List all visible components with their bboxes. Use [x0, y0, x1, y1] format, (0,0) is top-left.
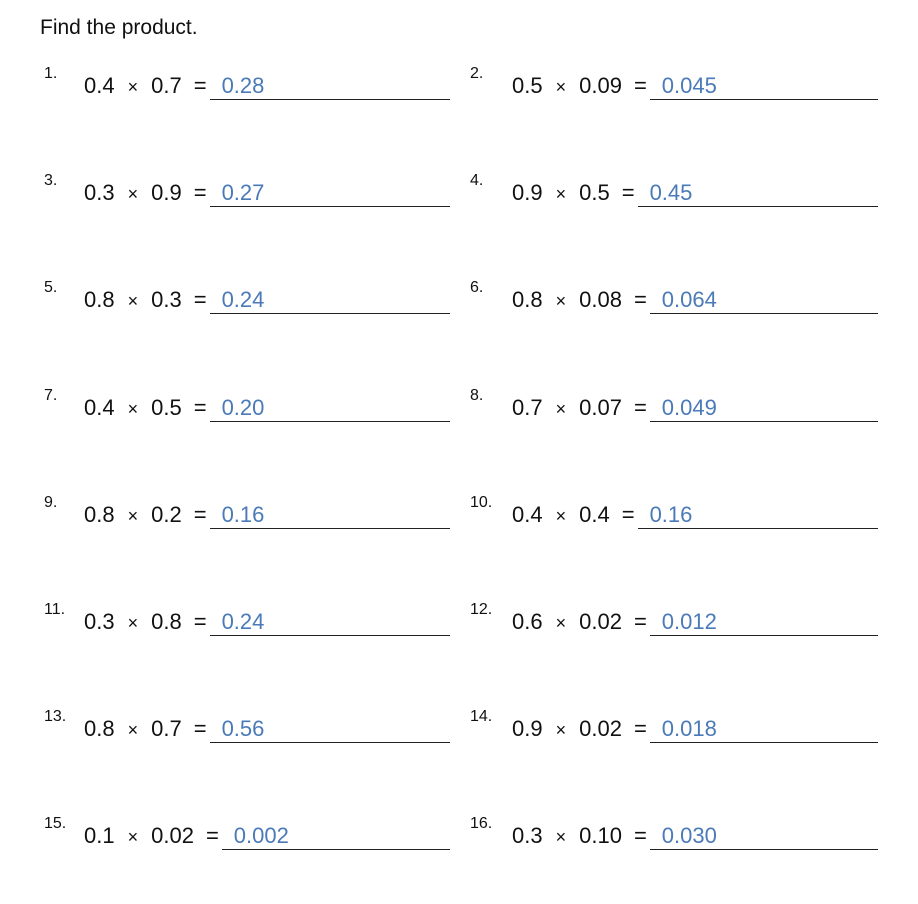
problem-expression: [84, 394, 264, 423]
factor-b: 0.02: [151, 823, 194, 848]
factor-a: 0.8: [84, 716, 115, 741]
factor-a: 0.4: [512, 502, 543, 527]
answer-underline: [210, 528, 450, 529]
factor-a: 0.3: [84, 180, 115, 205]
factor-a: 0.8: [84, 502, 115, 527]
equals-sign: =: [633, 716, 647, 741]
problem-number: 16.: [470, 815, 493, 832]
problem-7: [44, 386, 464, 426]
problem-8: [470, 386, 890, 426]
problem-15: [44, 814, 464, 854]
equals-sign: =: [193, 73, 207, 98]
multiply-sign: ×: [555, 827, 567, 847]
answer-field[interactable]: 0.56: [221, 716, 265, 741]
answer-underline: [650, 849, 878, 850]
equals-sign: =: [193, 287, 207, 312]
problem-3: [44, 171, 464, 211]
multiply-sign: ×: [127, 184, 139, 204]
equals-sign: =: [621, 502, 635, 527]
equals-sign: =: [621, 180, 635, 205]
factor-a: 0.9: [512, 180, 543, 205]
problem-number: 13.: [44, 708, 67, 725]
problem-expression: [512, 822, 717, 851]
factor-b: 0.7: [151, 73, 182, 98]
problem-number: 3.: [44, 172, 58, 189]
problem-expression: [84, 72, 264, 101]
problem-expression: [512, 501, 692, 530]
factor-b: 0.10: [579, 823, 622, 848]
factor-b: 0.02: [579, 609, 622, 634]
answer-underline: [650, 421, 878, 422]
equals-sign: =: [193, 716, 207, 741]
problem-5: [44, 278, 464, 318]
multiply-sign: ×: [127, 399, 139, 419]
multiply-sign: ×: [555, 613, 567, 633]
factor-a: 0.6: [512, 609, 543, 634]
problem-10: [470, 493, 890, 533]
equals-sign: =: [633, 395, 647, 420]
multiply-sign: ×: [127, 827, 139, 847]
factor-b: 0.2: [151, 502, 182, 527]
factor-a: 0.3: [84, 609, 115, 634]
equals-sign: =: [193, 502, 207, 527]
answer-field[interactable]: 0.049: [661, 395, 717, 420]
multiply-sign: ×: [127, 720, 139, 740]
multiply-sign: ×: [555, 720, 567, 740]
answer-underline: [210, 635, 450, 636]
answer-field[interactable]: 0.24: [221, 287, 265, 312]
problem-number: 9.: [44, 494, 58, 511]
problem-expression: [84, 501, 264, 530]
answer-field[interactable]: 0.20: [221, 395, 265, 420]
problem-expression: [84, 179, 264, 208]
problem-number: 15.: [44, 815, 67, 832]
answer-field[interactable]: 0.045: [661, 73, 717, 98]
factor-b: 0.9: [151, 180, 182, 205]
factor-b: 0.8: [151, 609, 182, 634]
problem-number: 7.: [44, 387, 58, 404]
equals-sign: =: [205, 823, 219, 848]
factor-a: 0.7: [512, 395, 543, 420]
problem-11: [44, 600, 464, 640]
problem-14: [470, 707, 890, 747]
problem-expression: [84, 286, 264, 315]
equals-sign: =: [633, 287, 647, 312]
problem-number: 10.: [470, 494, 493, 511]
problem-6: [470, 278, 890, 318]
problem-13: [44, 707, 464, 747]
problem-9: [44, 493, 464, 533]
worksheet-title: Find the product.: [40, 16, 198, 39]
problem-number: 14.: [470, 708, 493, 725]
factor-a: 0.1: [84, 823, 115, 848]
problem-expression: [84, 608, 264, 637]
factor-a: 0.3: [512, 823, 543, 848]
problem-number: 12.: [470, 601, 493, 618]
answer-field[interactable]: 0.16: [649, 502, 693, 527]
equals-sign: =: [193, 395, 207, 420]
equals-sign: =: [193, 609, 207, 634]
answer-underline: [210, 99, 450, 100]
factor-b: 0.7: [151, 716, 182, 741]
answer-underline: [650, 635, 878, 636]
multiply-sign: ×: [127, 291, 139, 311]
problem-expression: [512, 286, 717, 315]
multiply-sign: ×: [555, 399, 567, 419]
multiply-sign: ×: [555, 184, 567, 204]
problem-2: [470, 64, 890, 104]
factor-a: 0.4: [84, 395, 115, 420]
problem-4: [470, 171, 890, 211]
problem-number: 8.: [470, 387, 484, 404]
answer-underline: [650, 742, 878, 743]
equals-sign: =: [193, 180, 207, 205]
answer-underline: [650, 99, 878, 100]
problem-expression: [512, 394, 717, 423]
multiply-sign: ×: [555, 77, 567, 97]
factor-a: 0.8: [512, 287, 543, 312]
factor-b: 0.09: [579, 73, 622, 98]
factor-b: 0.02: [579, 716, 622, 741]
problem-expression: [84, 822, 289, 851]
answer-field[interactable]: 0.064: [661, 287, 717, 312]
problem-number: 2.: [470, 65, 484, 82]
problem-number: 6.: [470, 279, 484, 296]
answer-field[interactable]: 0.012: [661, 609, 717, 634]
multiply-sign: ×: [127, 506, 139, 526]
answer-field[interactable]: 0.27: [221, 180, 265, 205]
answer-field[interactable]: 0.16: [221, 502, 265, 527]
factor-b: 0.5: [151, 395, 182, 420]
problem-number: 4.: [470, 172, 484, 189]
factor-b: 0.07: [579, 395, 622, 420]
equals-sign: =: [633, 73, 647, 98]
answer-field[interactable]: 0.28: [221, 73, 265, 98]
problem-number: 11.: [44, 601, 66, 618]
problem-12: [470, 600, 890, 640]
factor-a: 0.4: [84, 73, 115, 98]
equals-sign: =: [633, 823, 647, 848]
problem-expression: [512, 72, 717, 101]
equals-sign: =: [633, 609, 647, 634]
answer-underline: [638, 206, 878, 207]
multiply-sign: ×: [555, 291, 567, 311]
problem-number: 1.: [44, 65, 58, 82]
problem-expression: [84, 715, 264, 744]
factor-a: 0.9: [512, 716, 543, 741]
multiply-sign: ×: [127, 613, 139, 633]
answer-field[interactable]: 0.002: [233, 823, 289, 848]
answer-underline: [222, 849, 450, 850]
answer-underline: [638, 528, 878, 529]
answer-underline: [210, 206, 450, 207]
multiply-sign: ×: [555, 506, 567, 526]
answer-field[interactable]: 0.018: [661, 716, 717, 741]
factor-a: 0.5: [512, 73, 543, 98]
problem-16: [470, 814, 890, 854]
factor-b: 0.5: [579, 180, 610, 205]
problem-number: 5.: [44, 279, 58, 296]
factor-b: 0.08: [579, 287, 622, 312]
problem-1: [44, 64, 464, 104]
factor-a: 0.8: [84, 287, 115, 312]
answer-field[interactable]: 0.45: [649, 180, 693, 205]
multiply-sign: ×: [127, 77, 139, 97]
answer-field[interactable]: 0.030: [661, 823, 717, 848]
problem-expression: [512, 715, 717, 744]
factor-b: 0.3: [151, 287, 182, 312]
factor-b: 0.4: [579, 502, 610, 527]
answer-underline: [210, 421, 450, 422]
answer-underline: [210, 742, 450, 743]
problem-expression: [512, 608, 717, 637]
answer-field[interactable]: 0.24: [221, 609, 265, 634]
answer-underline: [650, 313, 878, 314]
problem-expression: [512, 179, 692, 208]
answer-underline: [210, 313, 450, 314]
